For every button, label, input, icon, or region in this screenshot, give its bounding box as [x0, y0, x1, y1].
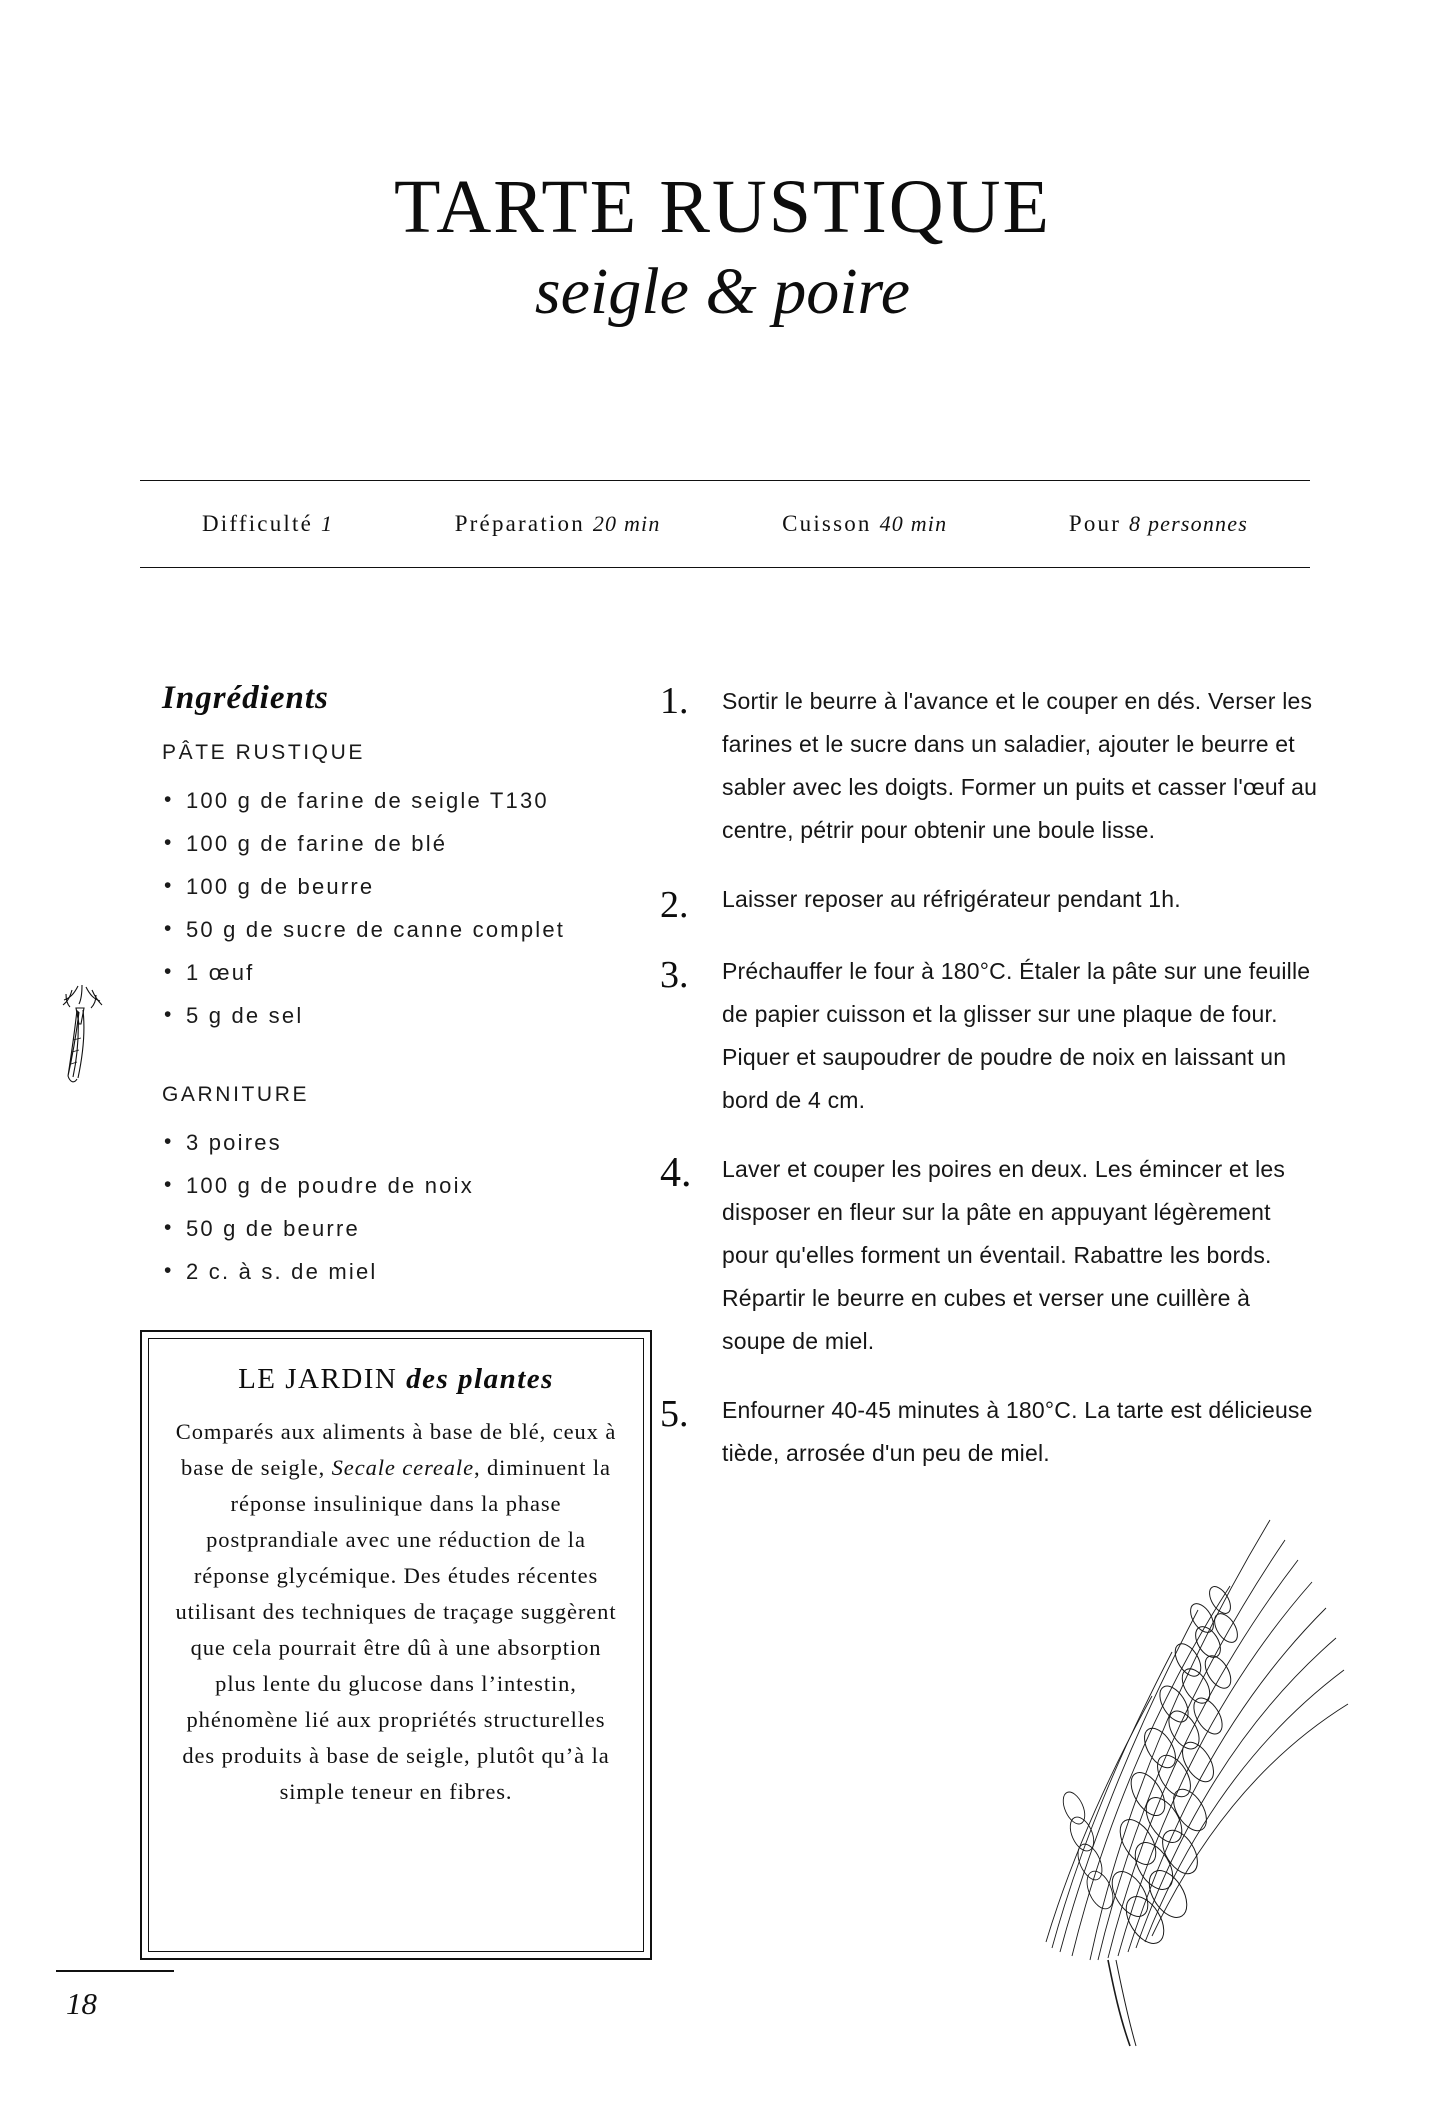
recipe-step — [660, 1389, 1320, 1475]
ingredient-list-pate — [162, 779, 660, 1037]
list-item: • 100 g de beurre — [162, 865, 660, 908]
step-number: 4. — [660, 1150, 692, 1196]
step-text: Préchauffer le four à 180°C. Étaler la pâte sur une feuille de papier cuisson et la glisser sur une plaque de four. Piquer et saupoudrer de poudre de noix en laissant un bord de 4 cm. — [722, 958, 1311, 1113]
note-body — [175, 1414, 617, 1810]
meta-servings-value: 8 personnes — [1129, 511, 1248, 536]
ingredient-group-title-garniture: GARNITURE — [162, 1083, 310, 1106]
list-item: • 2 c. à s. de miel — [162, 1250, 660, 1293]
ingredients-heading: Ingrédients — [162, 680, 329, 716]
step-number: 5. — [660, 1393, 689, 1435]
step-number: 2. — [660, 884, 689, 926]
wheat-ear-icon — [940, 1490, 1360, 2050]
note-title-italic: des plantes — [406, 1363, 554, 1395]
meta-servings-label: Pour — [1068, 511, 1122, 536]
meta-preparation-value: 20 min — [592, 511, 661, 536]
page-title — [0, 165, 1445, 330]
note-box-inner — [148, 1338, 644, 1952]
list-item: • 100 g de poudre de noix — [162, 1164, 660, 1207]
note-title — [175, 1363, 617, 1396]
list-item: • 50 g de beurre — [162, 1207, 660, 1250]
step-text: Laver et couper les poires en deux. Les émincer et les disposer en fleur sur la pâte en appuyant légèrement pour qu'elles forment un éventail. Rabattre les bords. Répartir le beurre en cubes et verser une cuillère à soupe de miel. — [722, 1156, 1286, 1354]
step-text: Sortir le beurre à l'avance et le couper en dés. Verser les farines et le sucre dans un saladier, ajouter le beurre et sabler avec les doigts. Former un puits et casser l'œuf au centre, pétrir pour obtenir une boule lisse. — [722, 688, 1318, 843]
page-number-rule — [56, 1970, 174, 1972]
note-body-scientific-name: Secale cereale — [331, 1455, 474, 1480]
ingredients-column — [140, 680, 660, 1293]
note-body-part1: Comparés aux aliments à base de blé, ceux à base de seigle, — [175, 1419, 617, 1480]
page-number: 18 — [66, 1986, 97, 2021]
step-text: Laisser reposer au réfrigérateur pendant 1h. — [722, 886, 1181, 912]
step-text: Enfourner 40-45 minutes à 180°C. La tarte est délicieuse tiède, arrosée d'un peu de miel. — [722, 1397, 1313, 1466]
list-item: • 100 g de farine de blé — [162, 822, 660, 865]
recipe-title-subtitle: seigle & poire — [534, 254, 911, 328]
meta-cooking-value: 40 min — [879, 511, 948, 536]
ingredient-group-title-pate: PÂTE RUSTIQUE — [162, 741, 365, 764]
meta-servings — [1069, 511, 1248, 537]
note-box — [140, 1330, 652, 1960]
list-item: • 3 poires — [162, 1121, 660, 1164]
step-number: 1. — [660, 680, 689, 722]
list-item: • 1 œuf — [162, 951, 660, 994]
note-title-plain: LE JARDIN — [238, 1363, 407, 1395]
meta-preparation — [455, 511, 661, 537]
meta-cooking-label: Cuisson — [782, 511, 872, 536]
meta-difficulty-label: Difficulté — [202, 511, 313, 536]
list-item: • 5 g de sel — [162, 994, 660, 1037]
steps-column — [660, 680, 1320, 1501]
recipe-step — [660, 950, 1320, 1122]
meta-preparation-label: Préparation — [454, 511, 585, 536]
recipe-title-main: TARTE RUSTIQUE — [394, 165, 1051, 249]
group-spacer — [140, 1037, 660, 1083]
recipe-meta-bar — [140, 480, 1310, 568]
carrot-icon — [48, 980, 112, 1090]
recipe-step — [660, 878, 1320, 924]
ingredient-list-garniture — [162, 1121, 660, 1293]
list-item: • 100 g de farine de seigle T130 — [162, 779, 660, 822]
step-number: 3. — [660, 954, 689, 996]
note-body-part2: , diminuent la réponse insulinique dans la phase postprandiale avec une réduction de la réponse glycémique. Des études récentes utilisant des techniques de traçage suggèrent que cela pourrait être dû à une absorption plus lente du glucose dans l’intestin, phénomène lié aux propriétés structurelles des produits à base de seigle, plutôt qu’à la simple teneur en fibres. — [175, 1455, 617, 1804]
recipe-step — [660, 680, 1320, 852]
meta-difficulty — [202, 511, 333, 537]
list-item: • 50 g de sucre de canne complet — [162, 908, 660, 951]
recipe-step — [660, 1148, 1320, 1363]
meta-cooking — [782, 511, 947, 537]
meta-difficulty-value: 1 — [320, 511, 334, 536]
